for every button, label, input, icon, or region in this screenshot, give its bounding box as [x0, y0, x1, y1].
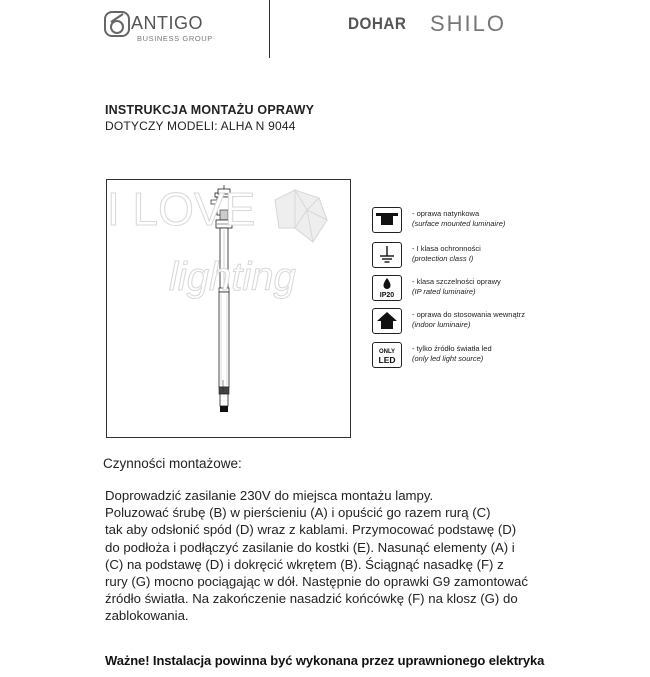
instruction-line: do podłoża i podłączyć zasilanie do kostki (E). Nasunąć elementy (A) i	[105, 539, 515, 555]
header-divider	[269, 0, 270, 58]
safety-warning: Ważne! Instalacja powinna być wykonana przez uprawnionego elektryka	[105, 653, 545, 668]
legend-text-indoor: - oprawa do stosowania wewnątrz (indoor luminaire)	[412, 310, 525, 329]
watermark-logo	[107, 180, 337, 300]
svg-text:IP20: IP20	[379, 292, 395, 299]
instruction-line: zablokowania.	[105, 608, 189, 624]
instruction-line: tak aby odsłonić spód (D) wraz z kablami. Przymocować podstawę (D)	[105, 522, 517, 538]
instruction-line: (C) na podstawę (D) i dokręcić wkrętem (B). Ściągnąć nasadkę (F) z	[105, 556, 504, 572]
svg-text:ONLY: ONLY	[378, 349, 396, 355]
steps-heading: Czynności montażowe:	[103, 456, 242, 471]
watermark-text-2: lighting	[169, 255, 296, 299]
legend-text-led: - tylko źródło światła led (only led light source)	[412, 344, 492, 363]
legend-item-indoor	[372, 308, 552, 342]
ip20-icon	[372, 275, 402, 301]
legend-text-surface: - oprawa natynkowa (surface mounted luminaire)	[412, 209, 506, 228]
document-subtitle: DOTYCZY MODELI: ALHA N 9044	[105, 119, 296, 133]
logo-main-text: ANTIGO	[131, 13, 204, 33]
legend-item-surface	[372, 207, 552, 242]
antigo-logo-icon	[103, 10, 133, 40]
legend-text-ip: - klasa szczelności oprawy (IP rated luminaire)	[412, 277, 501, 296]
symbol-legend	[372, 207, 552, 376]
antigo-logo	[103, 10, 238, 46]
legend-text-class: - I klasa ochronności (protection class I)	[412, 244, 481, 263]
instruction-line: rury (G) mocno pociągając w dół. Następnie do oprawki G9 zamontować	[105, 574, 528, 590]
watermark-text-1: I LOVE	[107, 183, 256, 235]
led-icon	[372, 342, 402, 368]
ground-class-icon	[372, 242, 402, 268]
brand-shilo: SHILO	[430, 11, 507, 36]
surface-mounted-icon	[372, 207, 402, 233]
legend-item-class	[372, 242, 552, 275]
watermark-heart-icon	[275, 190, 327, 242]
legend-item-led	[372, 342, 552, 376]
instruction-line: Doprowadzić zasilanie 230V do miejsca montażu lampy.	[105, 488, 434, 503]
legend-item-ip	[372, 275, 552, 308]
instruction-line: Poluzować śrubę (B) w pierścieniu (A) i opuścić go razem rurą (C)	[105, 505, 491, 521]
luminaire-figure	[106, 179, 351, 438]
logo-sub-text: BUSINESS GROUP	[137, 34, 213, 43]
svg-text:LED: LED	[378, 355, 396, 365]
brand-dohar: DOHAR	[348, 14, 407, 33]
indoor-icon	[372, 308, 402, 334]
instruction-line: źródło światła. Na zakończenie nasadzić końcówkę (F) na klosz (G) do	[105, 591, 518, 607]
assembly-instructions	[105, 487, 555, 625]
document-title: INSTRUKCJA MONTAŻU OPRAWY	[105, 103, 315, 117]
